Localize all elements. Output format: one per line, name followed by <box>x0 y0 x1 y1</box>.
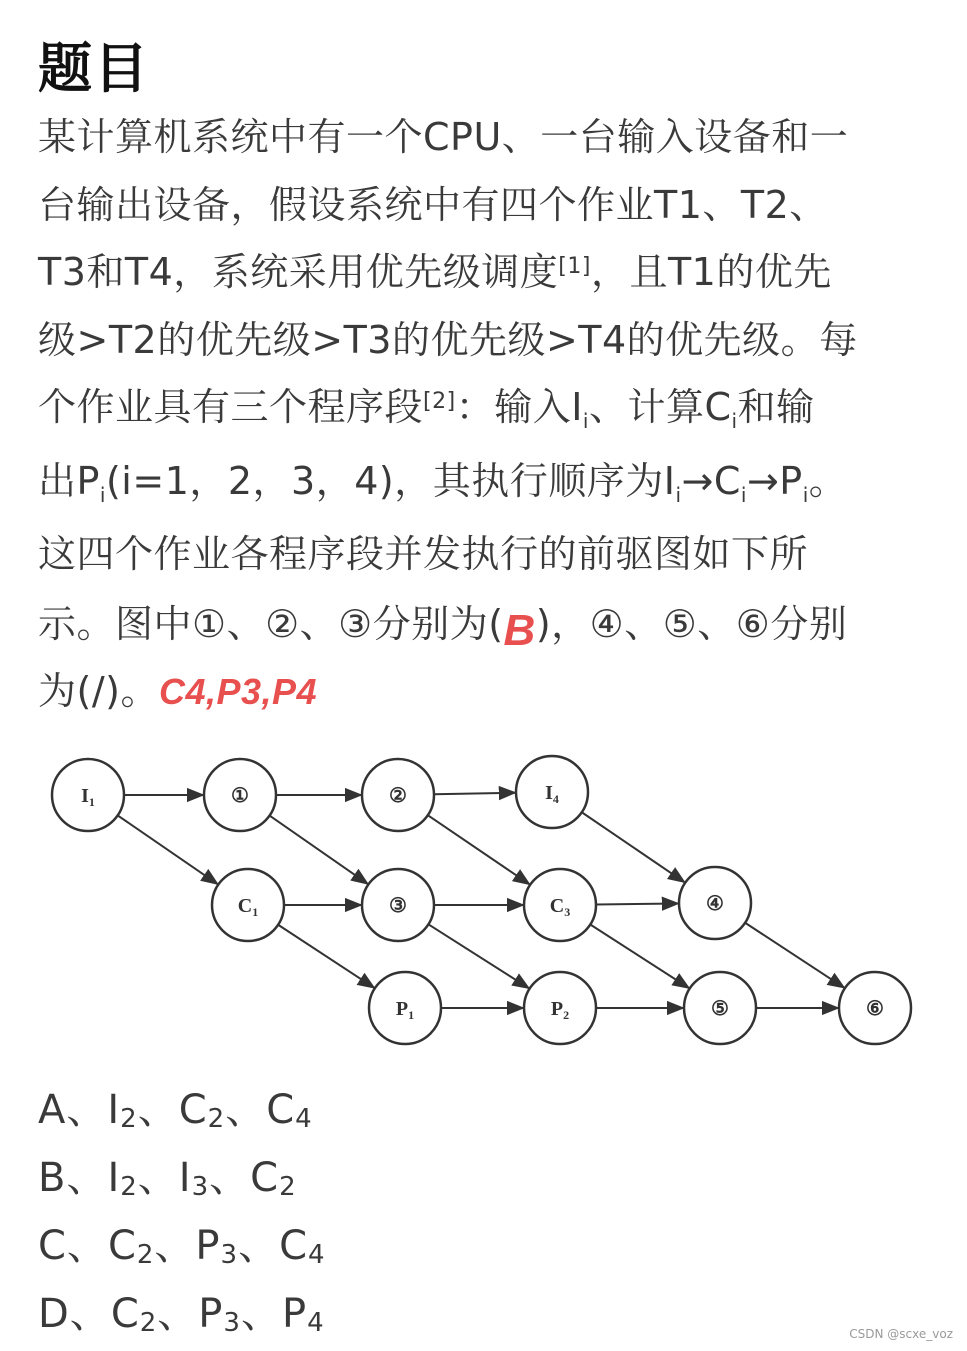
footnote-ref-2[interactable]: [2] <box>423 389 456 414</box>
handwritten-answer-2: C4,P3,P4 <box>158 671 318 712</box>
edge-n4-n6 <box>745 923 844 988</box>
page-title: 题目 <box>38 37 150 100</box>
edge-n2-C3 <box>428 815 530 884</box>
edge-C3-n5 <box>590 924 689 987</box>
node-n2-label: ② <box>389 785 407 807</box>
question-line-9: 为(/)。C4,P3,P4 <box>38 669 318 713</box>
edge-n3-P2 <box>428 924 528 988</box>
option-separator: 、 <box>238 1223 280 1269</box>
option-separator: 、 <box>225 1087 267 1133</box>
option-term-subscript: 2 <box>207 1104 226 1134</box>
option-term-subscript: 3 <box>220 1240 239 1270</box>
node-n3-label: ③ <box>389 895 407 917</box>
option-term: P <box>198 1291 224 1337</box>
option-letter: C、 <box>38 1223 108 1269</box>
node-n4-label: ④ <box>706 893 724 915</box>
question-line-8: 示。图中①、②、③分别为(B)，④、⑤、⑥分别 <box>38 601 848 655</box>
option-separator: 、 <box>209 1155 251 1201</box>
node-I4-subscript: 4 <box>552 792 559 806</box>
option-term: P <box>195 1223 221 1269</box>
option-letter: B、 <box>38 1155 108 1201</box>
option-term-subscript: 4 <box>295 1104 313 1134</box>
question-line-7: 这四个作业各程序段并发执行的前驱图如下所 <box>38 532 809 576</box>
node-C1-subscript: 1 <box>252 905 259 919</box>
option-term-subscript: 3 <box>223 1308 241 1338</box>
question-line-3: T3和T4，系统采用优先级调度[1]，且T1的优先 <box>38 250 832 294</box>
edge-n1-n3 <box>270 816 368 884</box>
edge-I1-C1 <box>118 815 218 884</box>
node-P1-label: $P_1$ <box>395 998 415 1022</box>
option-letter: A、 <box>38 1087 108 1133</box>
question-line-2: 台输出设备，假设系统中有四个作业T1、T2、 <box>38 182 828 227</box>
option-separator: 、 <box>137 1087 179 1133</box>
option-letter: D、 <box>38 1291 111 1337</box>
option-term: C <box>107 1223 137 1269</box>
option-term: C <box>178 1087 208 1133</box>
option-term: C <box>279 1223 309 1269</box>
option-term-subscript: 2 <box>120 1172 138 1202</box>
handwritten-answer-1: B <box>503 605 536 655</box>
node-I1-label: $I_1$ <box>81 785 95 809</box>
option-term: I <box>107 1155 121 1201</box>
option-term: I <box>107 1087 121 1133</box>
edge-n2-I4 <box>434 793 515 795</box>
node-C1-label: $C_1$ <box>237 895 259 919</box>
option-term-subscript: 4 <box>308 1240 326 1270</box>
node-P2-label: $P_2$ <box>550 998 570 1022</box>
question-line-4: 级>T2的优先级>T3的优先级>T4的优先级。每 <box>38 317 858 362</box>
node-n5-label: ⑤ <box>711 998 729 1020</box>
option-a[interactable] <box>38 1078 313 1135</box>
node-I4-label: $I_4$ <box>545 782 559 806</box>
option-term: C <box>250 1155 280 1201</box>
node-n1-label: ① <box>231 785 249 807</box>
option-b[interactable] <box>38 1146 297 1203</box>
option-term: C <box>110 1291 140 1337</box>
option-term-subscript: 4 <box>307 1308 325 1338</box>
option-term: C <box>266 1087 296 1133</box>
option-term-subscript: 2 <box>120 1104 138 1134</box>
watermark: CSDN @scxe_voz <box>849 1327 953 1341</box>
option-separator: 、 <box>240 1291 282 1337</box>
node-P2-subscript: 2 <box>563 1008 570 1022</box>
footnote-ref-1[interactable]: [1] <box>558 254 591 279</box>
edge-C1-P1 <box>278 925 374 988</box>
option-term-subscript: 2 <box>139 1308 158 1338</box>
node-n6-label: ⑥ <box>866 998 884 1020</box>
edge-I4-n4 <box>582 812 685 882</box>
node-C3-subscript: 3 <box>564 905 571 919</box>
node-C3-label: $C_3$ <box>549 895 571 919</box>
option-c[interactable] <box>38 1214 326 1271</box>
question-line-5: 个作业具有三个程序段[2]：输入$I_i$、计算$C_i$和输 <box>38 385 815 433</box>
question-line-6: 出$P_i(i=1$，2，3，4)，其执行顺序为$I_i\to C_i\to P_i$。 <box>38 458 848 507</box>
option-term-subscript: 2 <box>279 1172 297 1202</box>
option-separator: 、 <box>154 1223 196 1269</box>
option-term-subscript: 2 <box>136 1240 155 1270</box>
option-separator: 、 <box>137 1155 179 1201</box>
edge-C3-n4 <box>596 903 678 904</box>
option-separator: 、 <box>157 1291 199 1337</box>
node-P1-subscript: 1 <box>408 1008 415 1022</box>
option-term-subscript: 3 <box>191 1172 210 1202</box>
option-term: P <box>281 1291 308 1337</box>
question-line-1: 某计算机系统中有一个CPU、一台输入设备和一 <box>38 115 849 159</box>
node-I1-subscript: 1 <box>88 795 95 809</box>
precedence-graph <box>40 750 930 1050</box>
option-term: I <box>178 1155 192 1201</box>
option-d[interactable] <box>38 1282 325 1339</box>
question-text <box>38 104 938 726</box>
